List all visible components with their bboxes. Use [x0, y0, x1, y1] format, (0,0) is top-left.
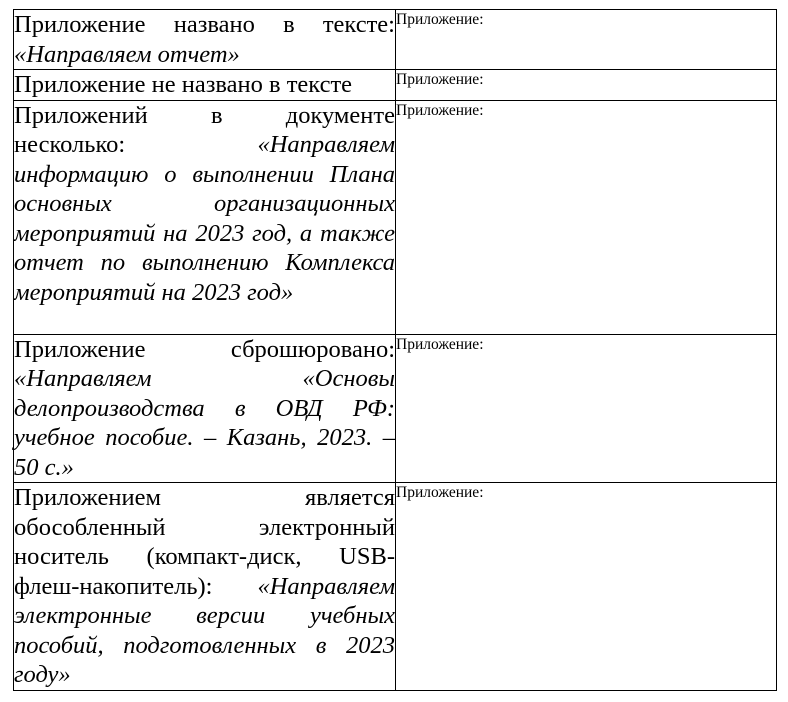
attachment-note-cell	[396, 334, 777, 483]
case-description-cell	[14, 100, 396, 334]
attachment-note-label: Приложение:	[396, 335, 484, 353]
attachment-note-cell	[396, 100, 777, 334]
table-row	[14, 483, 777, 691]
case-text: Приложение сброшюровано:	[14, 335, 395, 363]
case-text: Приложений в документе несколько:	[14, 101, 395, 158]
attachment-note-label: Приложение:	[396, 101, 484, 119]
case-text: Приложение названо в тексте:	[14, 11, 395, 38]
table-row	[14, 100, 777, 334]
case-example-quote: «Направляем информацию о выполнении Плана основных организационных мероприятий на 2023 год, а также отчет по выполнению Комплекса мероприятий на 2023 год»	[14, 131, 395, 306]
attachment-note-label: Приложение:	[396, 11, 484, 28]
attachment-note-cell	[396, 483, 777, 691]
case-description-cell	[14, 334, 396, 483]
case-description-cell	[14, 483, 396, 691]
table-row	[14, 334, 777, 483]
table-row	[14, 10, 777, 70]
attachment-note-label: Приложение:	[396, 484, 484, 501]
case-description-cell	[14, 70, 396, 101]
attachment-note-label: Приложение:	[396, 71, 484, 88]
case-example-quote: «Направляем отчет»	[14, 40, 240, 68]
case-description-cell	[14, 10, 396, 70]
case-text: Приложением является обособленный электронный носитель (компакт-диск, USB-флеш-накопитель):	[14, 484, 395, 600]
case-example-quote: «Направляем «Основы делопроизводства в ОВД РФ: учебное пособие. – Казань, 2023. – 50 с.»	[14, 365, 395, 481]
attachment-note-cell	[396, 10, 777, 70]
attachment-table	[13, 9, 777, 691]
table-row	[14, 70, 777, 101]
case-text: Приложение не названо в тексте	[14, 71, 353, 98]
case-example-quote: «Направляем электронные версии учебных пособий, подготовленных в 2023 году»	[14, 572, 395, 688]
attachment-note-cell	[396, 70, 777, 101]
